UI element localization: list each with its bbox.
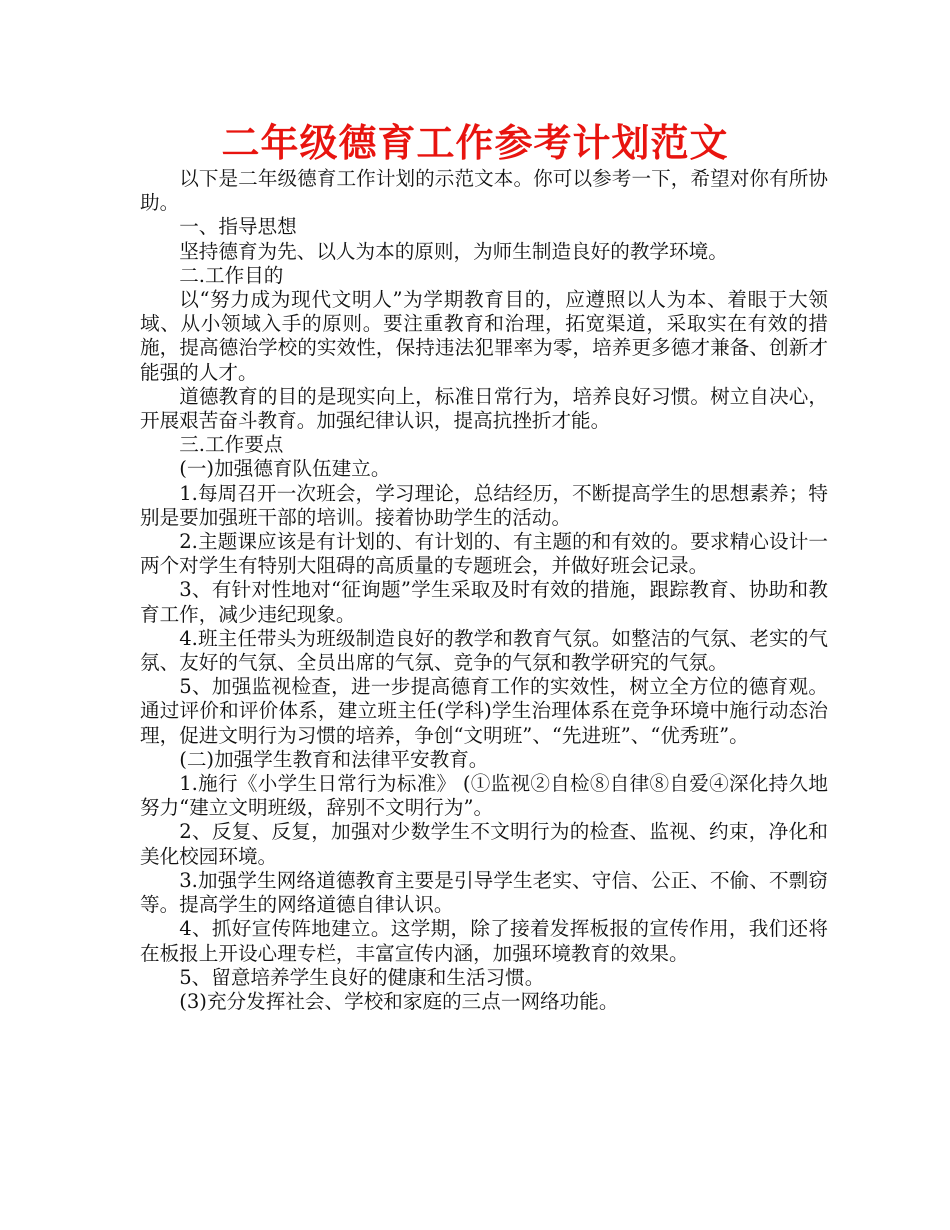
subheading-network-function: (3)充分发挥社会、学校和家庭的三点一网络功能。 [179, 989, 619, 1013]
document-body [140, 167, 828, 1014]
list-item: 2.主题课应该是有计划的、有计划的、有主题的和有效的。要求精心设计一两个对学生有特别大阻碍的高质量的专题班会，并做好班会记录。 [140, 530, 828, 578]
list-item: 4、抓好宣传阵地建立。这学期，除了接着发挥板报的宣传作用，我们还将在板报上开设心理专栏，丰富宣传内涵，加强环境教育的效果。 [140, 917, 828, 965]
list-item: 4.班主任带头为班级制造良好的教学和教育气氛。如整洁的气氛、老实的气氛、友好的气氛、全员出席的气氛、竞争的气氛和教学研究的气氛。 [140, 626, 828, 675]
list-item: 1.每周召开一次班会，学习理论，总结经历，不断提高学生的思想素养；特别是要加强班干部的培训。接着协助学生的活动。 [140, 481, 828, 529]
list-item: 1.施行《小学生日常行为标准》 (①监视②自检⑧自律⑧自爱④深化持久地努力“建立文明班级，辞别不文明行为”。 [140, 772, 828, 820]
list-item: 3、有针对性地对“征询题”学生采取及时有效的措施，跟踪教育、协助和教育工作，减少违纪现象。 [140, 578, 828, 626]
subheading-team-building: (一)加强德育队伍建立。 [179, 457, 391, 481]
heading-work-points: 三.工作要点 [179, 433, 284, 457]
paragraph: 坚持德育为先、以人为本的原则，为师生制造良好的教学环境。 [179, 239, 728, 263]
document-title: 二年级德育工作参考计划范文 [221, 121, 729, 165]
list-item: 3.加强学生网络道德教育主要是引导学生老实、守信、公正、不偷、不剽窃等。提高学生的网络道德自律认识。 [140, 868, 828, 917]
paragraph: 道德教育的目的是现实向上，标准日常行为，培养良好习惯。树立自决心，开展艰苦奋斗教育。加强纪律认识，提高抗挫折才能。 [140, 384, 828, 433]
list-item: 2、反复、反复，加强对少数学生不文明行为的检查、监视、约束，净化和美化校园环境。 [140, 820, 828, 868]
heading-work-goal: 二.工作目的 [179, 263, 284, 287]
list-item: 5、留意培养学生良好的健康和生活习惯。 [179, 965, 545, 989]
list-item: 5、加强监视检查，进一步提高德育工作的实效性，树立全方位的德育观。通过评价和评价体系，建立班主任(学科)学生治理体系在竞争环境中施行动态治理，促进文明行为习惯的培养，争创“文明班”、“先进班”、“优秀班”。 [140, 675, 828, 747]
paragraph: 以“努力成为现代文明人”为学期教育目的，应遵照以人为本、着眼于大领域、从小领域入手的原则。要注重教育和治理，拓宽渠道，采取实在有效的措施，提高德治学校的实效性，保持违法犯罪率为零，培养更多德才兼备、创新才能强的人才。 [140, 288, 828, 384]
heading-guiding-ideology: 一、指导思想 [179, 215, 297, 239]
subheading-student-education: (二)加强学生教育和法律平安教育。 [179, 747, 489, 771]
paragraph-intro: 以下是二年级德育工作计划的示范文本。你可以参考一下，希望对你有所协助。 [140, 167, 828, 215]
